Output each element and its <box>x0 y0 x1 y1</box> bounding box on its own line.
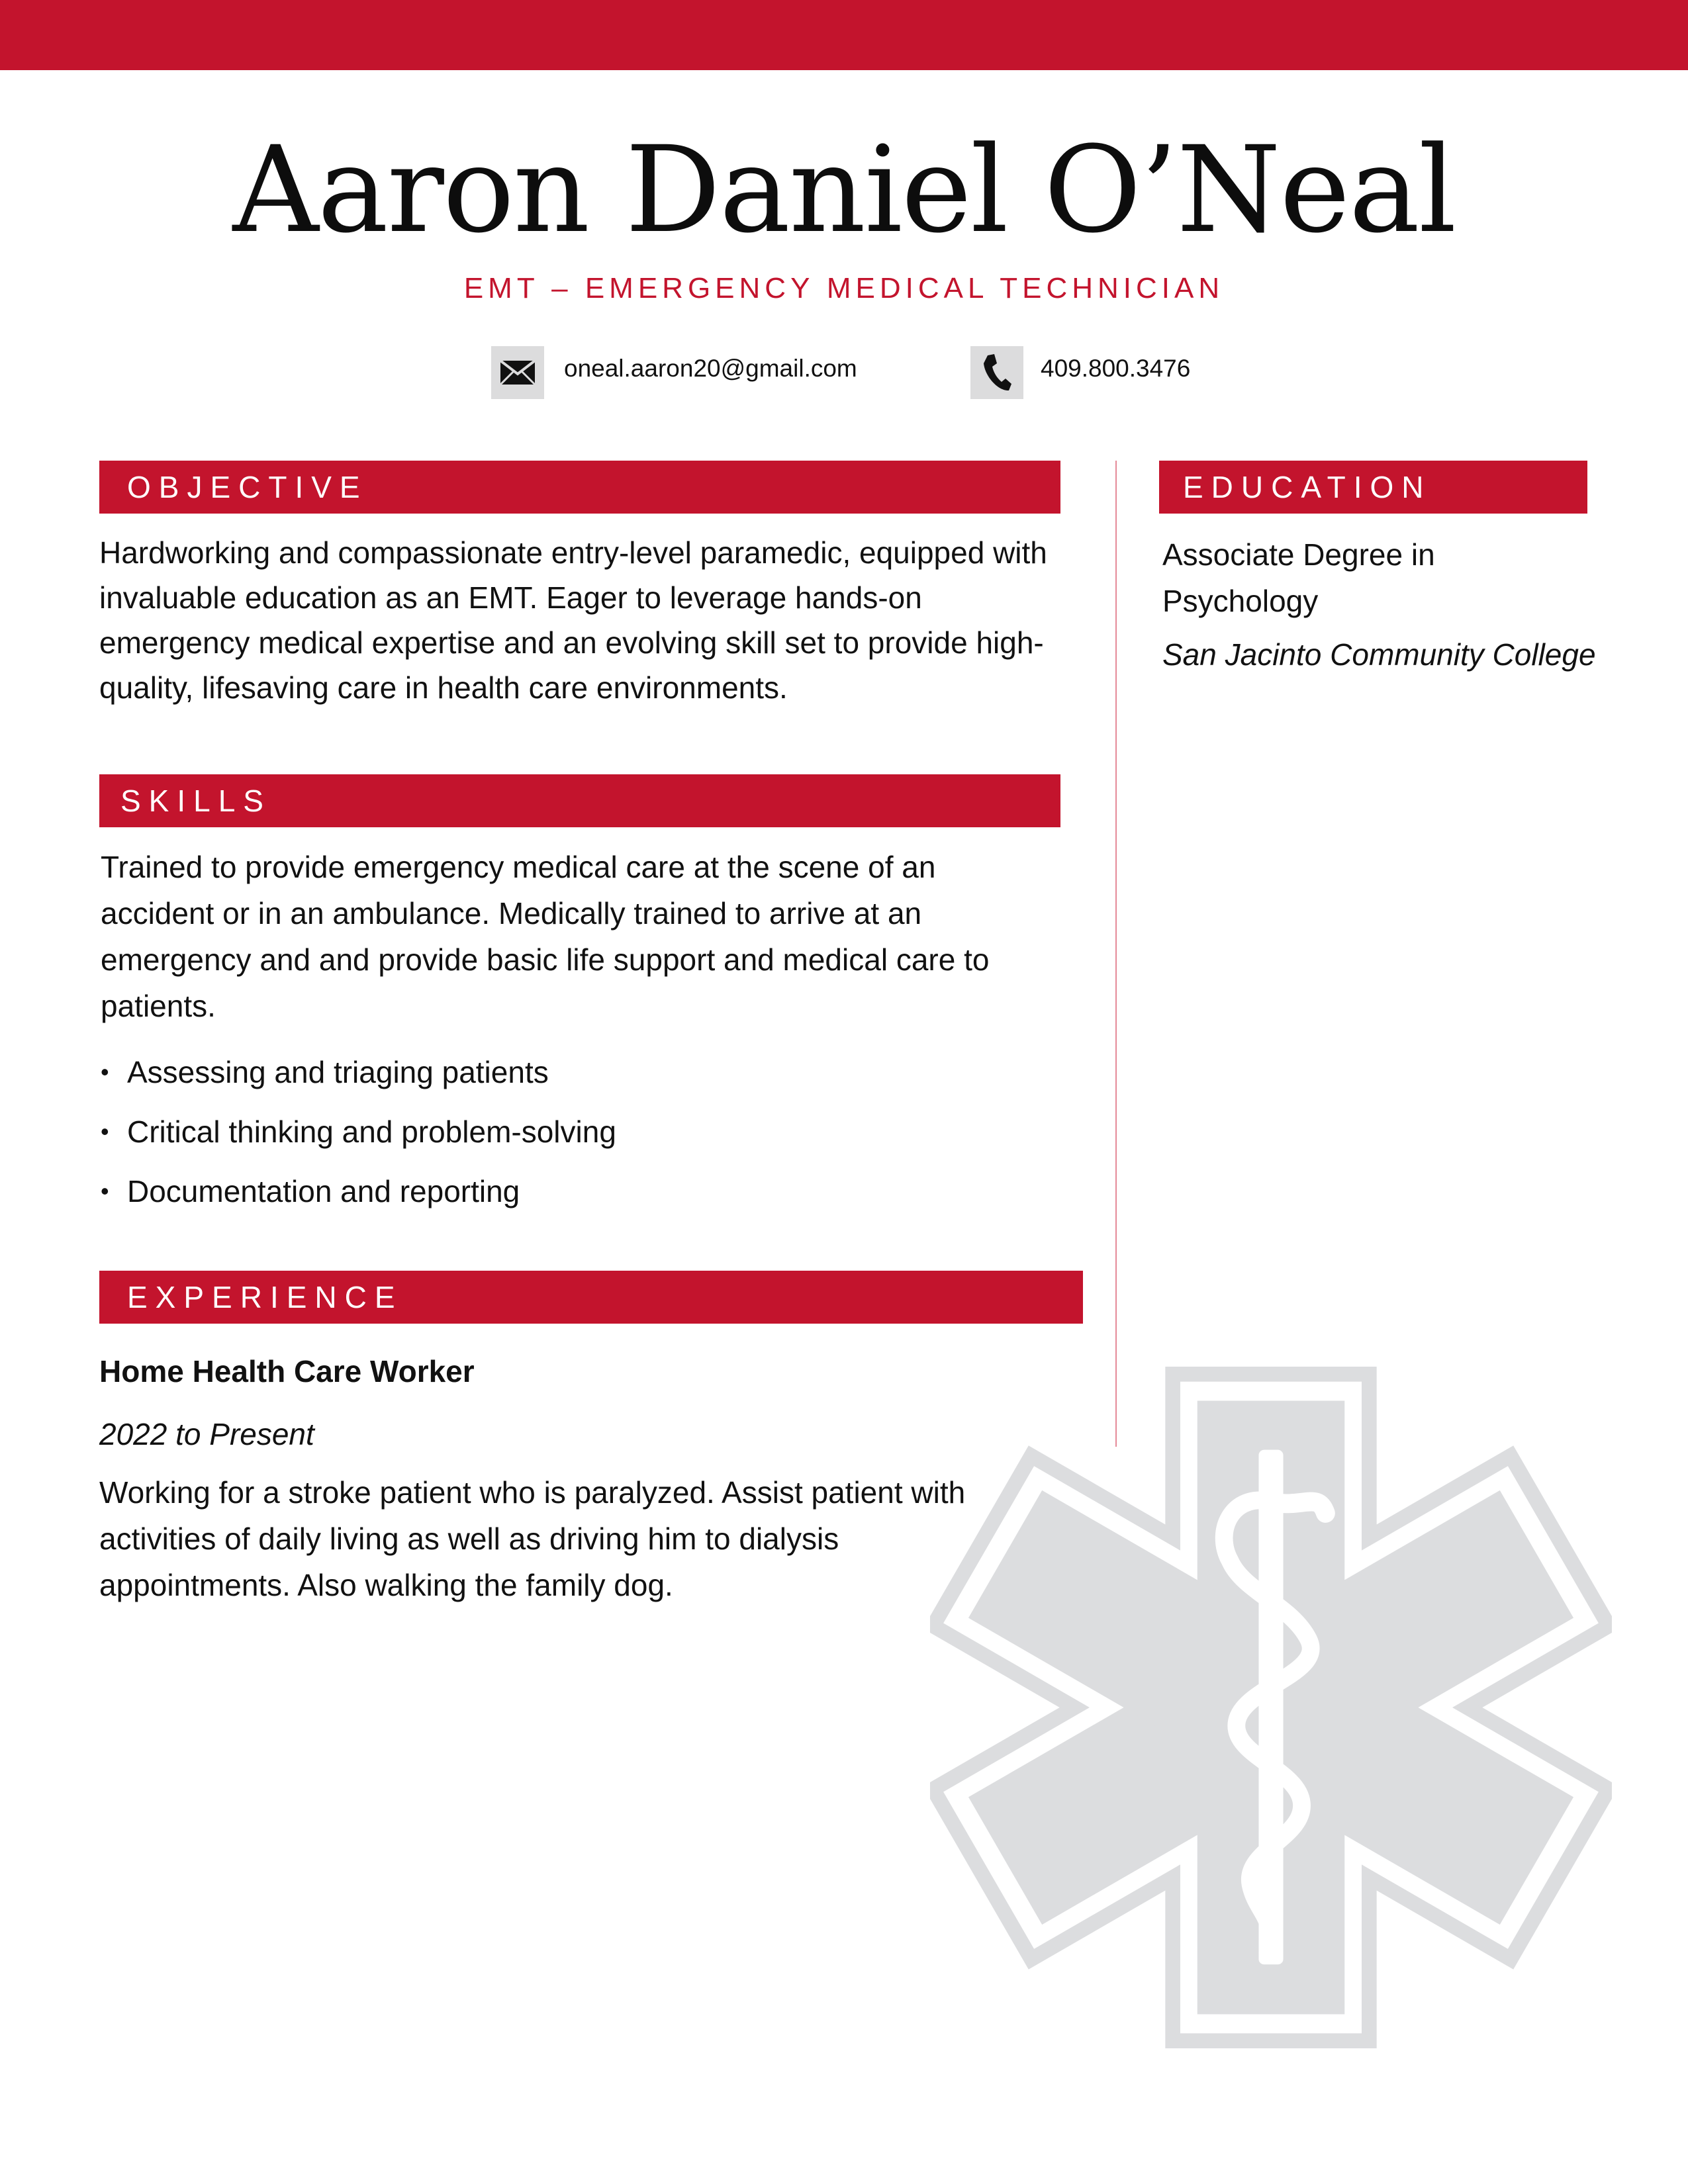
email-link[interactable]: oneal.aaron20@gmail.com <box>564 355 857 382</box>
objective-text: Hardworking and compassionate entry-level paramedic, equipped with invaluable education as an EMT. Eager to leverage hands-on emergency medical expertise and an evolving skill set to provide high-quality, lifesaving care in health care environments. <box>99 535 1047 705</box>
skills-heading: SKILLS <box>99 774 1060 827</box>
column-divider <box>1115 461 1117 1447</box>
top-accent-bar <box>0 0 1688 70</box>
experience-heading: EXPERIENCE <box>99 1271 1083 1324</box>
education-degree: Associate Degree in Psychology <box>1162 537 1435 618</box>
job-description: Working for a stroke patient who is paralyzed. Assist patient with activities of daily living as well as driving him to dialysis appointments. Also walking the family dog. <box>99 1475 966 1602</box>
job-dates: 2022 to Present <box>99 1417 314 1451</box>
skills-text: Trained to provide emergency medical care at the scene of an accident or in an ambulance. Medically trained to arrive at an emergency and and provide basic life support and medical care to patients. <box>101 850 990 1023</box>
star-of-life-icon <box>930 1367 1612 2048</box>
phone-icon <box>970 346 1023 399</box>
job-title: Home Health Care Worker <box>99 1354 475 1388</box>
phone-link[interactable]: 409.800.3476 <box>1041 355 1191 382</box>
job-headline: EMT – EMERGENCY MEDICAL TECHNICIAN <box>463 272 1225 304</box>
objective-heading: OBJECTIVE <box>99 461 1060 514</box>
skills-list <box>101 1042 616 1221</box>
applicant-name: Aaron Daniel O’Neal <box>232 121 1456 259</box>
list-item: • Critical thinking and problem-solving <box>101 1102 616 1161</box>
list-item: • Documentation and reporting <box>101 1161 616 1221</box>
envelope-icon <box>491 346 544 399</box>
education-heading: EDUCATION <box>1159 461 1587 514</box>
education-school: San Jacinto Community College <box>1162 637 1596 672</box>
list-item: • Assessing and triaging patients <box>101 1042 616 1102</box>
